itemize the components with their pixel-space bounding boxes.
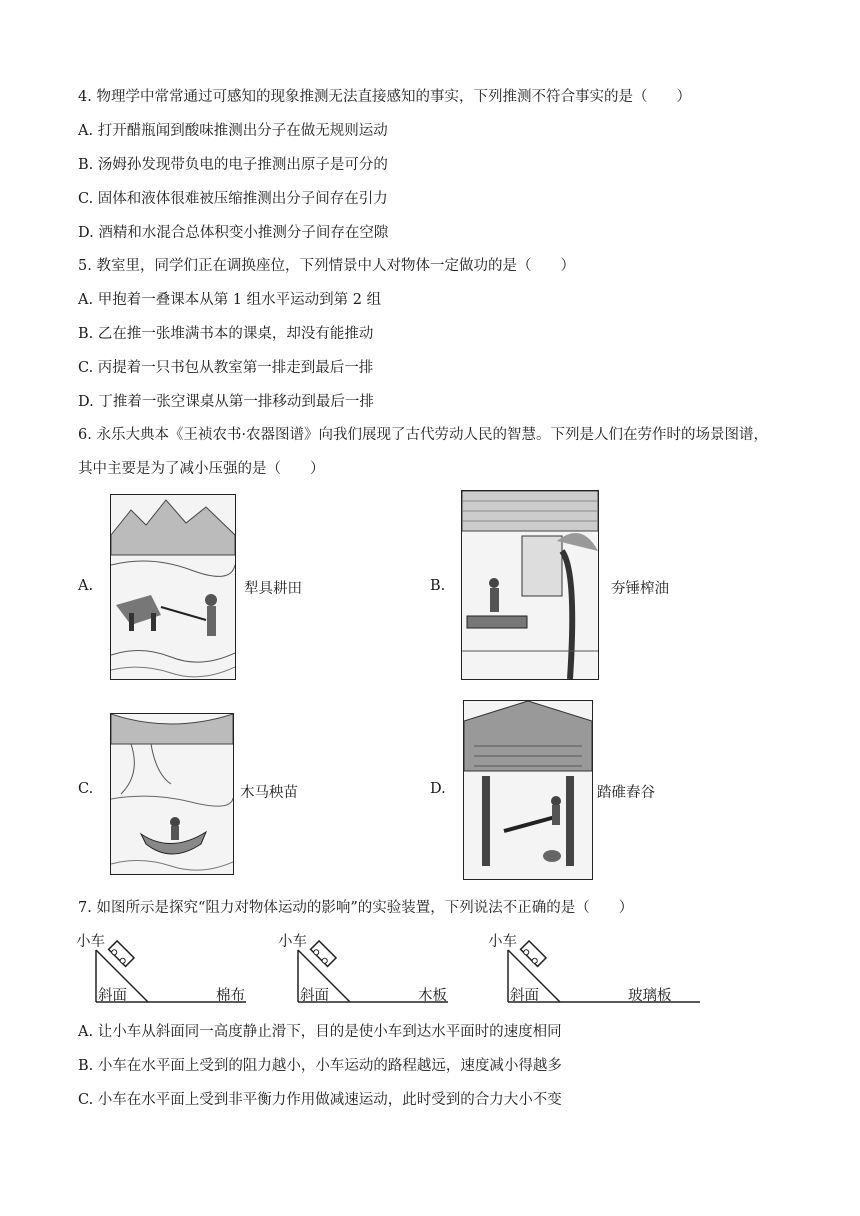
q4-stem: 4. 物理学中常常通过可感知的现象推测无法直接感知的事实，下列推测不符合事实的是（ ） (78, 89, 691, 105)
q6-option-a-caption: 犁具耕田 (244, 581, 302, 597)
pounding-illustration (463, 700, 593, 880)
q4-option-c: C. 固体和液体很难被压缩推测出分子间存在引力 (78, 191, 388, 207)
q5-option-b: B. 乙在推一张堆满书本的课桌，却没有能推动 (78, 326, 374, 342)
slope-label: 斜面 (98, 988, 127, 1004)
experiment-setup-cotton (76, 930, 266, 1006)
oil-press-illustration (461, 490, 599, 680)
pounding-image (464, 701, 592, 879)
experiment-setup-wood (278, 930, 468, 1006)
q7-option-b: B. 小车在水平面上受到的阻力越小，小车运动的路程越远，速度减小得越多 (78, 1058, 562, 1074)
q6-option-c-caption: 木马秧苗 (240, 785, 298, 801)
surface-label: 玻璃板 (628, 988, 672, 1004)
q6-stem-line2: 其中主要是为了减小压强的是（ ） (78, 461, 325, 477)
plowing-illustration (110, 494, 236, 680)
slope-label: 斜面 (300, 988, 329, 1004)
q7-option-a: A. 让小车从斜面同一高度静止滑下，目的是使小车到达水平面时的速度相同 (78, 1024, 562, 1040)
q6-option-a-letter: A. (78, 578, 94, 594)
q6-stem-line1: 6. 永乐大典本《王祯农书·农器图谱》向我们展现了古代劳动人民的智慧。下列是人们在劳作时的场景图谱， (78, 427, 769, 443)
q5-option-c: C. 丙提着一只书包从教室第一排走到最后一排 (78, 360, 374, 376)
q5-option-a: A. 甲抱着一叠课本从第 1 组水平运动到第 2 组 (78, 292, 382, 308)
seedling-horse-image (111, 714, 233, 874)
q7-stem: 7. 如图所示是探究“阻力对物体运动的影响”的实验装置，下列说法不正确的是（ ） (78, 900, 634, 916)
oil-press-image (462, 491, 598, 679)
q4-option-d: D. 酒精和水混合总体积变小推测分子间存在空隙 (78, 225, 389, 241)
q6-option-c-letter: C. (78, 781, 94, 797)
cart-label: 小车 (76, 934, 105, 950)
q4-option-b: B. 汤姆孙发现带负电的电子推测出原子是可分的 (78, 157, 388, 173)
q5-stem: 5. 教室里，同学们正在调换座位，下列情景中人对物体一定做功的是（ ） (78, 258, 575, 274)
q5-option-d: D. 丁推着一张空课桌从第一排移动到最后一排 (78, 394, 374, 410)
experiment-setup-glass (488, 930, 708, 1006)
surface-label: 木板 (418, 988, 447, 1004)
slope-label: 斜面 (510, 988, 539, 1004)
cart-label: 小车 (278, 934, 307, 950)
cart-label: 小车 (488, 934, 517, 950)
q6-option-b-caption: 夯锤榨油 (611, 581, 669, 597)
seedling-horse-illustration (110, 713, 234, 875)
q7-option-c: C. 小车在水平面上受到非平衡力作用做减速运动，此时受到的合力大小不变 (78, 1092, 562, 1108)
q6-option-d-letter: D. (430, 781, 446, 797)
q6-option-d-caption: 踏碓舂谷 (597, 785, 655, 801)
surface-label: 棉布 (216, 988, 245, 1004)
q4-option-a: A. 打开醋瓶闻到酸味推测出分子在做无规则运动 (78, 123, 388, 139)
plowing-image (111, 495, 235, 679)
q6-option-b-letter: B. (430, 578, 446, 594)
